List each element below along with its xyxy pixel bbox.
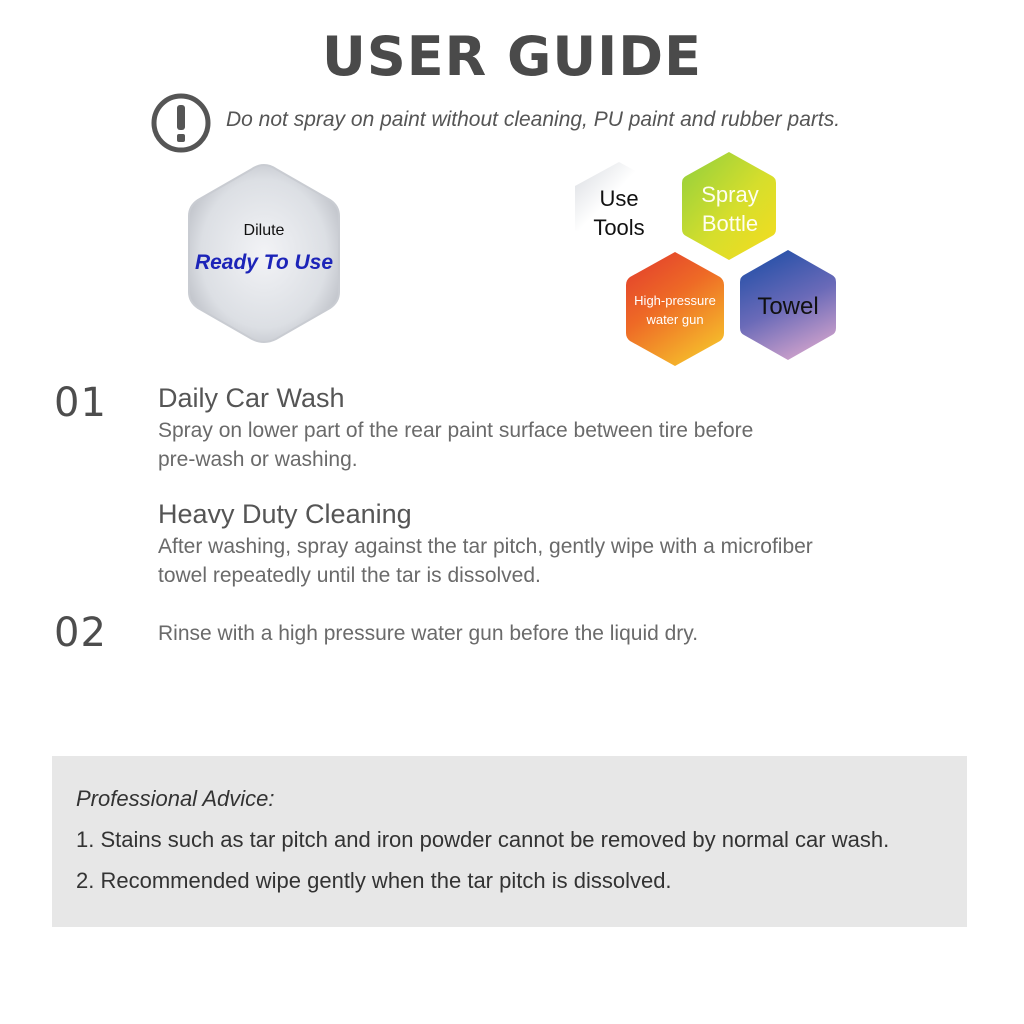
dilute-value: Ready To Use [194, 251, 334, 274]
page-title: USER GUIDE [322, 25, 702, 88]
step-number: 02 [54, 610, 107, 656]
section-heading-heavy-duty-cleaning: Heavy Duty Cleaning [158, 499, 412, 529]
advice-item: 2. Recommended wipe gently when the tar pitch is dissolved. [76, 868, 672, 893]
exclamation-circle-icon [150, 92, 212, 154]
high-pressure-water-gun-label: High-pressure water gun [634, 293, 716, 327]
towel-label: Towel [757, 293, 819, 320]
section-heading-daily-car-wash: Daily Car Wash [158, 383, 345, 413]
dilute-label: Dilute [243, 222, 285, 239]
section-text-heavy-duty-cleaning: After washing, spray against the tar pitch, gently wipe with a microfiber towel repeatedly until the tar is dissolved. [158, 535, 813, 587]
use-tools-label: Use Tools [593, 186, 645, 240]
advice-item: 1. Stains such as tar pitch and iron powder cannot be removed by normal car wash. [76, 827, 890, 852]
step-number: 01 [54, 380, 107, 426]
warning-text: Do not spray on paint without cleaning, PU paint and rubber parts. [226, 108, 841, 131]
advice-title: Professional Advice: [76, 786, 275, 811]
section-text-daily-car-wash: Spray on lower part of the rear paint surface between tire before pre-wash or washing. [158, 419, 754, 471]
section-text-rinse: Rinse with a high pressure water gun before the liquid dry. [158, 622, 699, 645]
spray-bottle-label: Spray Bottle [701, 182, 759, 236]
